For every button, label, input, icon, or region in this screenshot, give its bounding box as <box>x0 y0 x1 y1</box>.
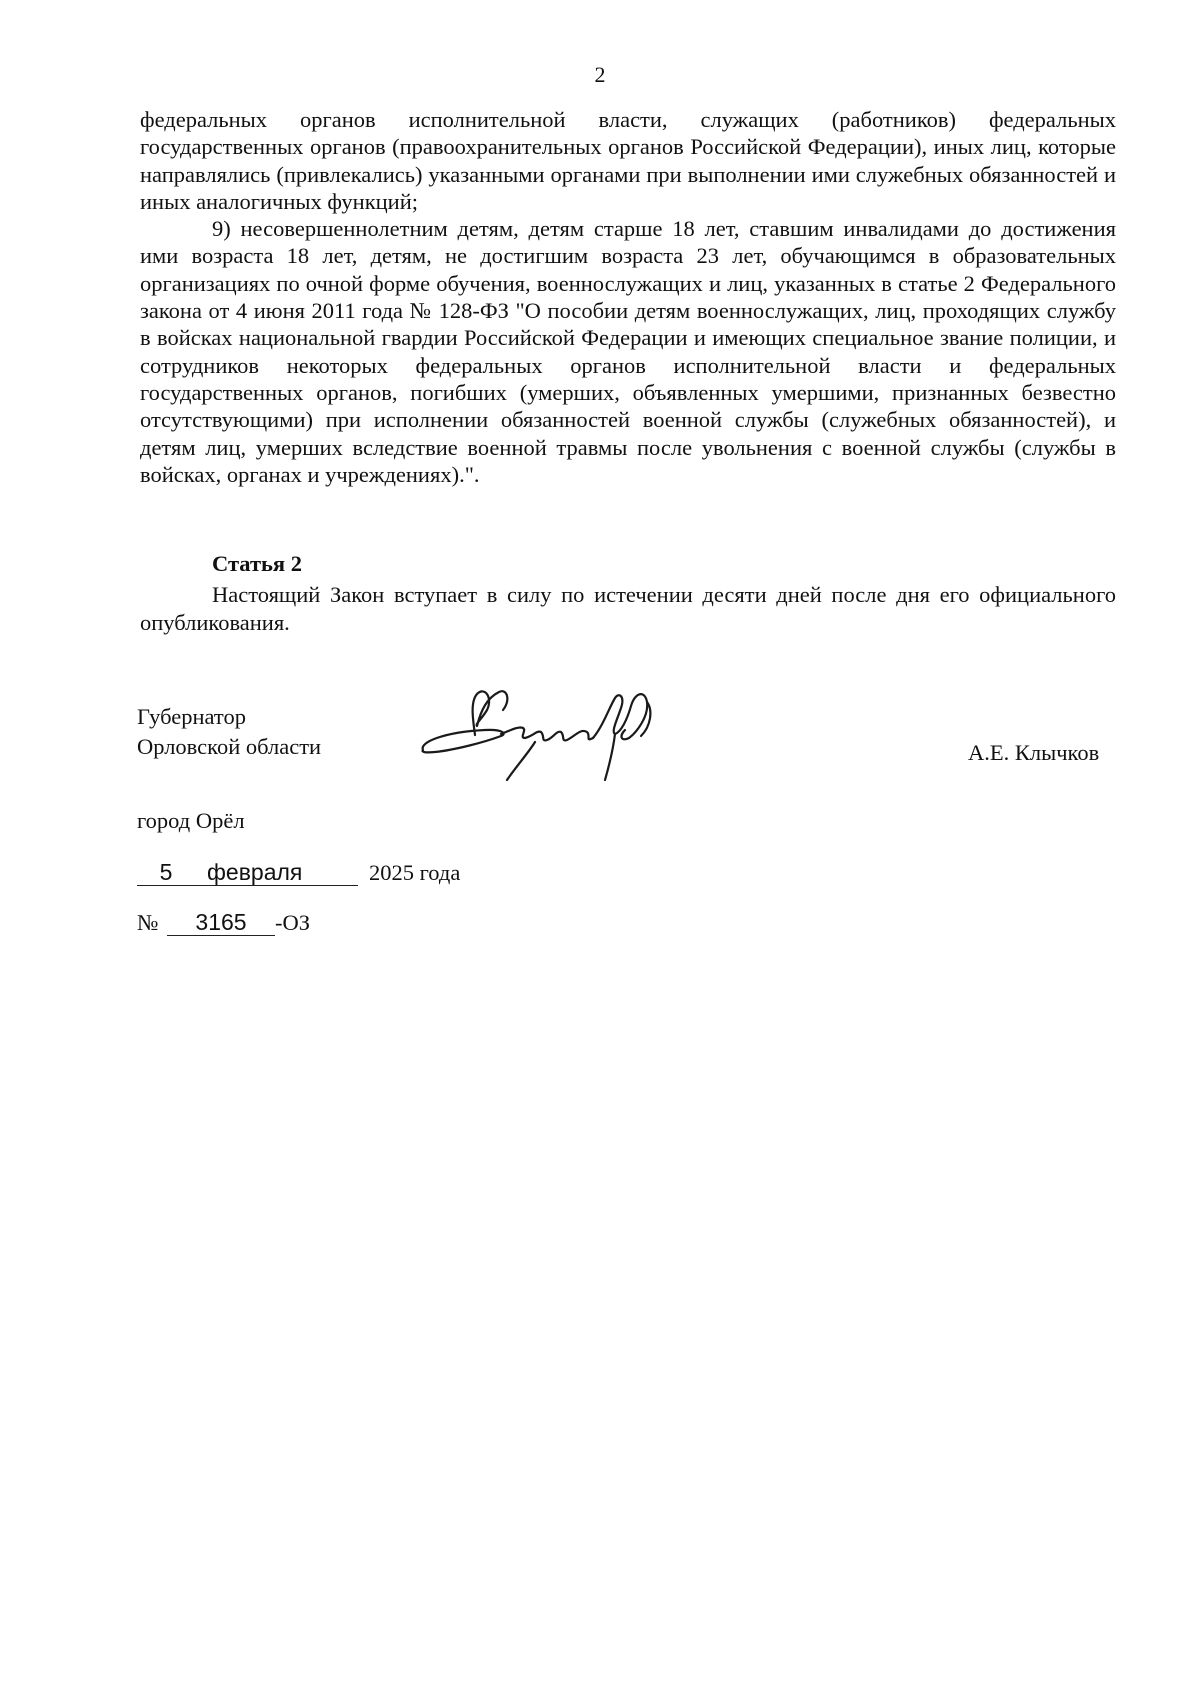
paragraph-continuation: федеральных органов исполнительной власти, служащих (работников) федеральных государственных органов (правоохранительных органов Российской Федерации), иных лиц, которые направлялись (привлекались) указанными органами при выполнении ими служебных обязанностей и иных аналогичных функций; <box>140 107 1116 214</box>
article-heading: Статья 2 <box>212 551 302 576</box>
number-suffix: -ОЗ <box>275 910 311 935</box>
signer-title-line2: Орловской области <box>137 734 322 759</box>
article-text: Настоящий Закон вступает в силу по истечении десяти дней после дня его официального опубликования. <box>140 582 1116 635</box>
signature-image <box>415 680 695 790</box>
document-number-line <box>137 906 437 942</box>
number-sign: № <box>137 910 159 935</box>
signer-title <box>137 702 321 762</box>
body-text <box>140 106 1116 488</box>
signer-title-line1: Губернатор <box>137 704 246 729</box>
page-number: 2 <box>594 62 606 87</box>
document-number: 3165 <box>167 909 275 936</box>
signer-name: А.Е. Клычков <box>968 740 1100 765</box>
date-year: 2025 года <box>369 860 461 885</box>
date-month: февраля <box>195 859 358 886</box>
city: город Орёл <box>137 808 245 833</box>
paragraph-item-9: 9) несовершеннолетним детям, детям старше 18 лет, ставшим инвалидами до достижения ими возраста 18 лет, детям, не достигшим возраста 23 лет, обучающимся в образовательных организациях по очной форме обучения, военнослужащих и лиц, указанных в статье 2 Федерального закона от 4 июня 2011 года № 128-ФЗ "О пособии детям военнослужащих, лиц, проходящих службу в войсках национальной гвардии Российской Федерации и имеющих специальное звание полиции, и сотрудников некоторых федеральных органов исполнительной власти и федеральных государственных органов, погибших (умерших, объявленных умершими, признанных безвестно отсутствующими) при исполнении обязанностей военной службы (служебных обязанностей), и детям лиц, умерших вследствие военной травмы после увольнения с военной службы (службы в войсках, органах и учреждениях).". <box>140 216 1116 487</box>
date-line <box>137 856 537 892</box>
date-day: 5 <box>137 859 195 886</box>
